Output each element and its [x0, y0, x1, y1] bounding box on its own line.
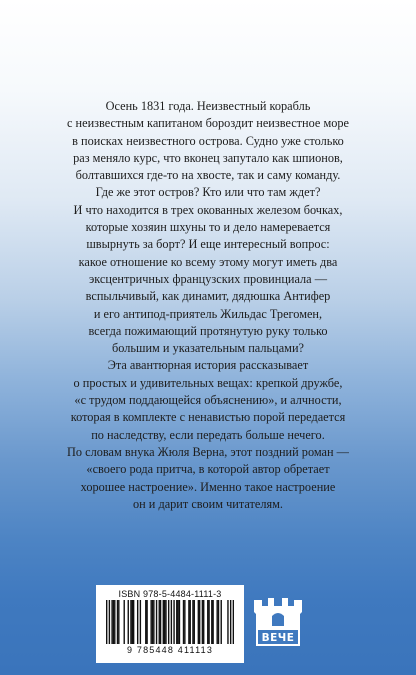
- barcode-bar: [208, 600, 209, 644]
- barcode-bar: [152, 600, 153, 644]
- blurb-line: какое отношение ко всему этому могут иметь два: [78, 254, 338, 269]
- barcode-bar: [117, 600, 118, 644]
- barcode-bar: [190, 600, 191, 644]
- blurb-line: всегда пожимающий протянутую руку только: [88, 323, 328, 338]
- publisher-logo: [250, 594, 306, 652]
- blurb-paragraph-3: [60, 444, 356, 513]
- blurb-line: Где же этот остров? Кто или что там ждет?: [95, 185, 321, 200]
- barcode-bar: [111, 600, 112, 644]
- blurb-line: болтавшихся где-то на хвосте, так и саму команду.: [75, 168, 341, 183]
- barcode-bar: [130, 600, 131, 644]
- barcode-bars: [106, 600, 234, 644]
- blurb-line: которая в комплекте с ненавистью порой передается: [70, 410, 346, 425]
- blurb-line: «с трудом поддающейся объяснению», и алчности,: [74, 393, 342, 408]
- barcode-bar: [221, 600, 222, 644]
- blurb-line: большим и указательным пальцами?: [112, 341, 304, 356]
- blurb-line: о простых и удивительных вещах: крепкой дружбе,: [73, 375, 343, 390]
- blurb-line: хорошее настроение». Именно такое настроение: [80, 479, 336, 494]
- barcode-bar: [183, 600, 184, 644]
- barcode-bar: [163, 600, 164, 644]
- barcode-bar: [188, 600, 189, 644]
- barcode-bar: [216, 600, 217, 644]
- barcode-bar: [192, 600, 193, 644]
- barcode-bar: [159, 600, 160, 644]
- barcode-bar: [156, 600, 157, 644]
- barcode-bar: [184, 600, 185, 644]
- barcode-bar: [150, 600, 151, 644]
- isbn-label: ISBN 978-5-4484-1111-3: [118, 589, 222, 599]
- barcode-bar: [199, 600, 200, 644]
- barcode-bar: [230, 600, 231, 644]
- blurb-line: которые хозяин шхуны то и дело намеревается: [85, 220, 331, 235]
- blurb-line: вспыльчивый, как динамит, дядюшка Антифер: [85, 289, 331, 304]
- blurb-line: швырнуть за борт? И еще интересный вопрос:: [86, 237, 330, 252]
- barcode-bar: [160, 600, 161, 644]
- blurb-line: И что находится в трех окованных железом бочках,: [73, 202, 343, 217]
- blurb-line: с неизвестным капитаном бороздит неизвестное море: [67, 116, 349, 131]
- barcode-bar: [164, 600, 165, 644]
- barcode-bar: [227, 600, 228, 644]
- barcode-bar: [194, 600, 195, 644]
- barcode-digits: 9 785448 411113: [126, 645, 214, 655]
- blurb-line: раз меняло курс, что вконец запутало как шпионов,: [73, 150, 343, 165]
- barcode-bar: [173, 600, 174, 644]
- barcode-bar: [233, 600, 234, 644]
- blurb-line: в поисках неизвестного острова. Судно уже столько: [72, 133, 344, 148]
- barcode-bar: [179, 600, 180, 644]
- blurb-line: По словам внука Жюля Верна, этот поздний роман —: [67, 444, 349, 459]
- barcode-bar: [118, 600, 119, 644]
- barcode-bar: [212, 600, 213, 644]
- barcode-bar: [146, 600, 147, 644]
- barcode-bar: [140, 600, 141, 644]
- barcode-bar: [137, 600, 138, 644]
- barcode-bar: [114, 600, 115, 644]
- barcode-bar: [165, 600, 166, 644]
- barcode-bar: [106, 600, 107, 644]
- blurb-paragraph-1: [60, 98, 356, 357]
- blurb-paragraph-2: [60, 357, 356, 443]
- blurb-text: [60, 98, 356, 513]
- isbn-barcode: [96, 585, 244, 663]
- barcode-bar: [202, 600, 203, 644]
- barcode-bar: [171, 600, 172, 644]
- blurb-line: Осень 1831 года. Неизвестный корабль: [105, 99, 311, 113]
- blurb-line: эксцентричных французских провинциала —: [88, 271, 328, 286]
- barcode-bar: [177, 600, 178, 644]
- blurb-line: «своего рода притча, в которой автор обретает: [86, 462, 330, 477]
- barcode-bar: [203, 600, 204, 644]
- blurb-line: и его антипод-приятель Жильдас Трегомен,: [93, 306, 323, 321]
- barcode-bar: [218, 600, 219, 644]
- barcode-bar: [133, 600, 134, 644]
- barcode-bar: [168, 600, 169, 644]
- barcode-bar: [211, 600, 212, 644]
- publisher-name: ВЕЧЕ: [261, 632, 295, 644]
- barcode-bar: [128, 600, 129, 644]
- barcode-bar: [113, 600, 114, 644]
- blurb-line: он и дарит своим читателям.: [132, 496, 284, 511]
- blurb-line: по наследству, если передать больше нечего.: [91, 427, 325, 442]
- barcode-bar: [176, 600, 177, 644]
- barcode-bar: [145, 600, 146, 644]
- barcode-bar: [207, 600, 208, 644]
- barcode-bar: [153, 600, 154, 644]
- barcode-bar: [124, 600, 125, 644]
- barcode-bar: [132, 600, 133, 644]
- blurb-line: Эта авантюрная история рассказывает: [107, 358, 309, 373]
- barcode-bar: [198, 600, 199, 644]
- barcode-bar: [109, 600, 110, 644]
